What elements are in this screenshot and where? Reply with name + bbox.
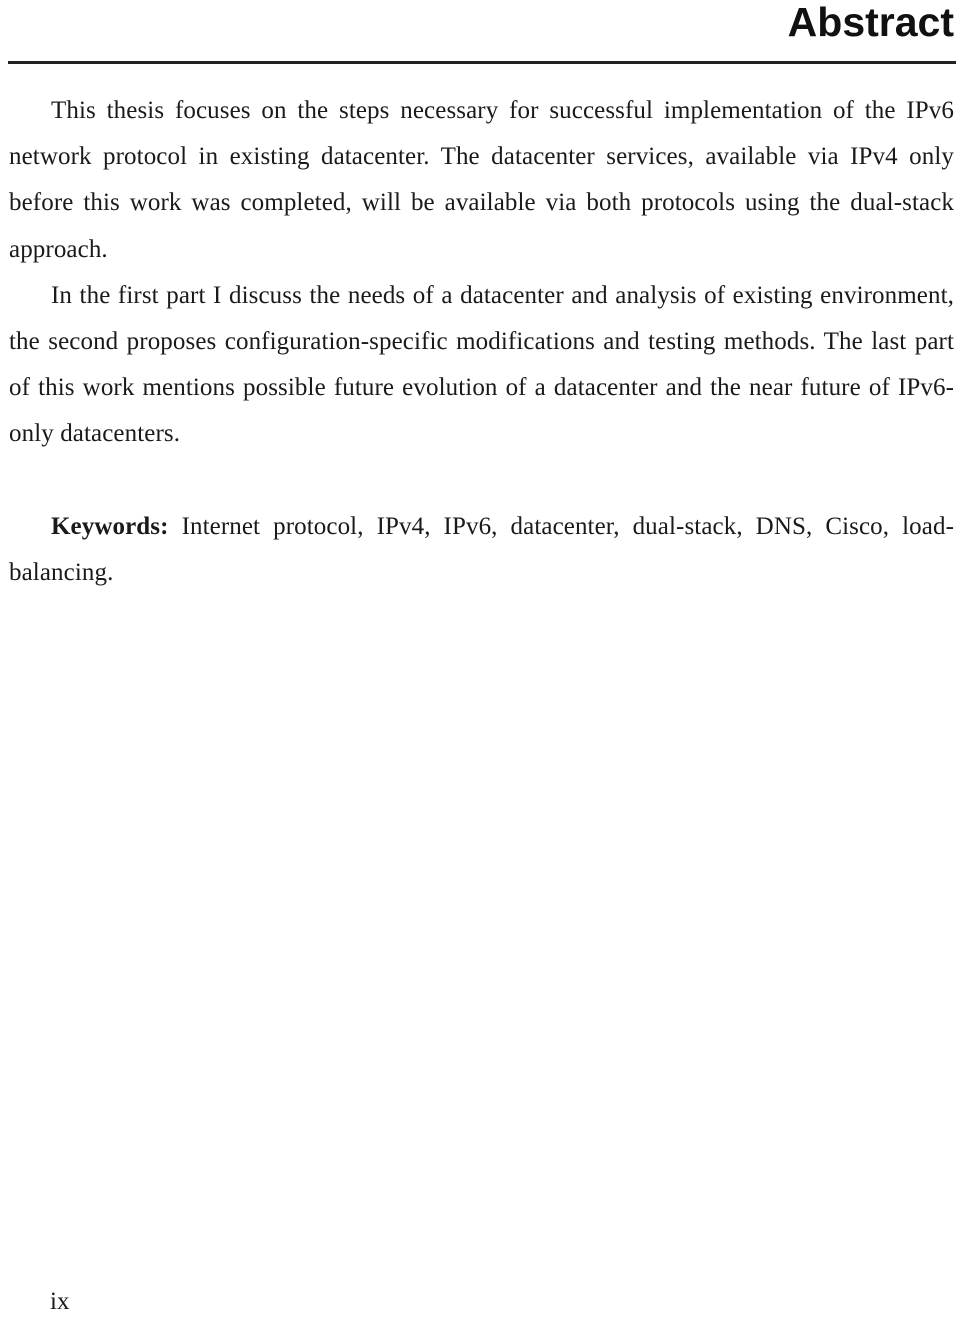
keywords-label: Keywords:: [51, 512, 169, 540]
keywords-line: [9, 504, 954, 596]
page-number: ix: [50, 1288, 70, 1315]
heading-divider: [8, 61, 956, 64]
page-title: Abstract: [787, 0, 954, 45]
abstract-paragraph-2: In the first part I discuss the needs of a datacenter and analysis of existing environment, the second proposes configuration-specific modifications and testing methods. The last part of this work mentions possible future evolution of a datacenter and the near future of IPv6-only datacenters.: [9, 281, 954, 448]
keywords-text: Internet protocol, IPv4, IPv6, datacenter, dual-stack, DNS, Cisco, load-balancing.: [9, 512, 954, 586]
abstract-body: [9, 88, 954, 596]
abstract-paragraph-1: This thesis focuses on the steps necessary for successful implementation of the IPv6 network protocol in existing datacenter. The datacenter services, available via IPv4 only before this work was completed, will be available via both protocols using the dual-stack approach.: [9, 97, 954, 263]
